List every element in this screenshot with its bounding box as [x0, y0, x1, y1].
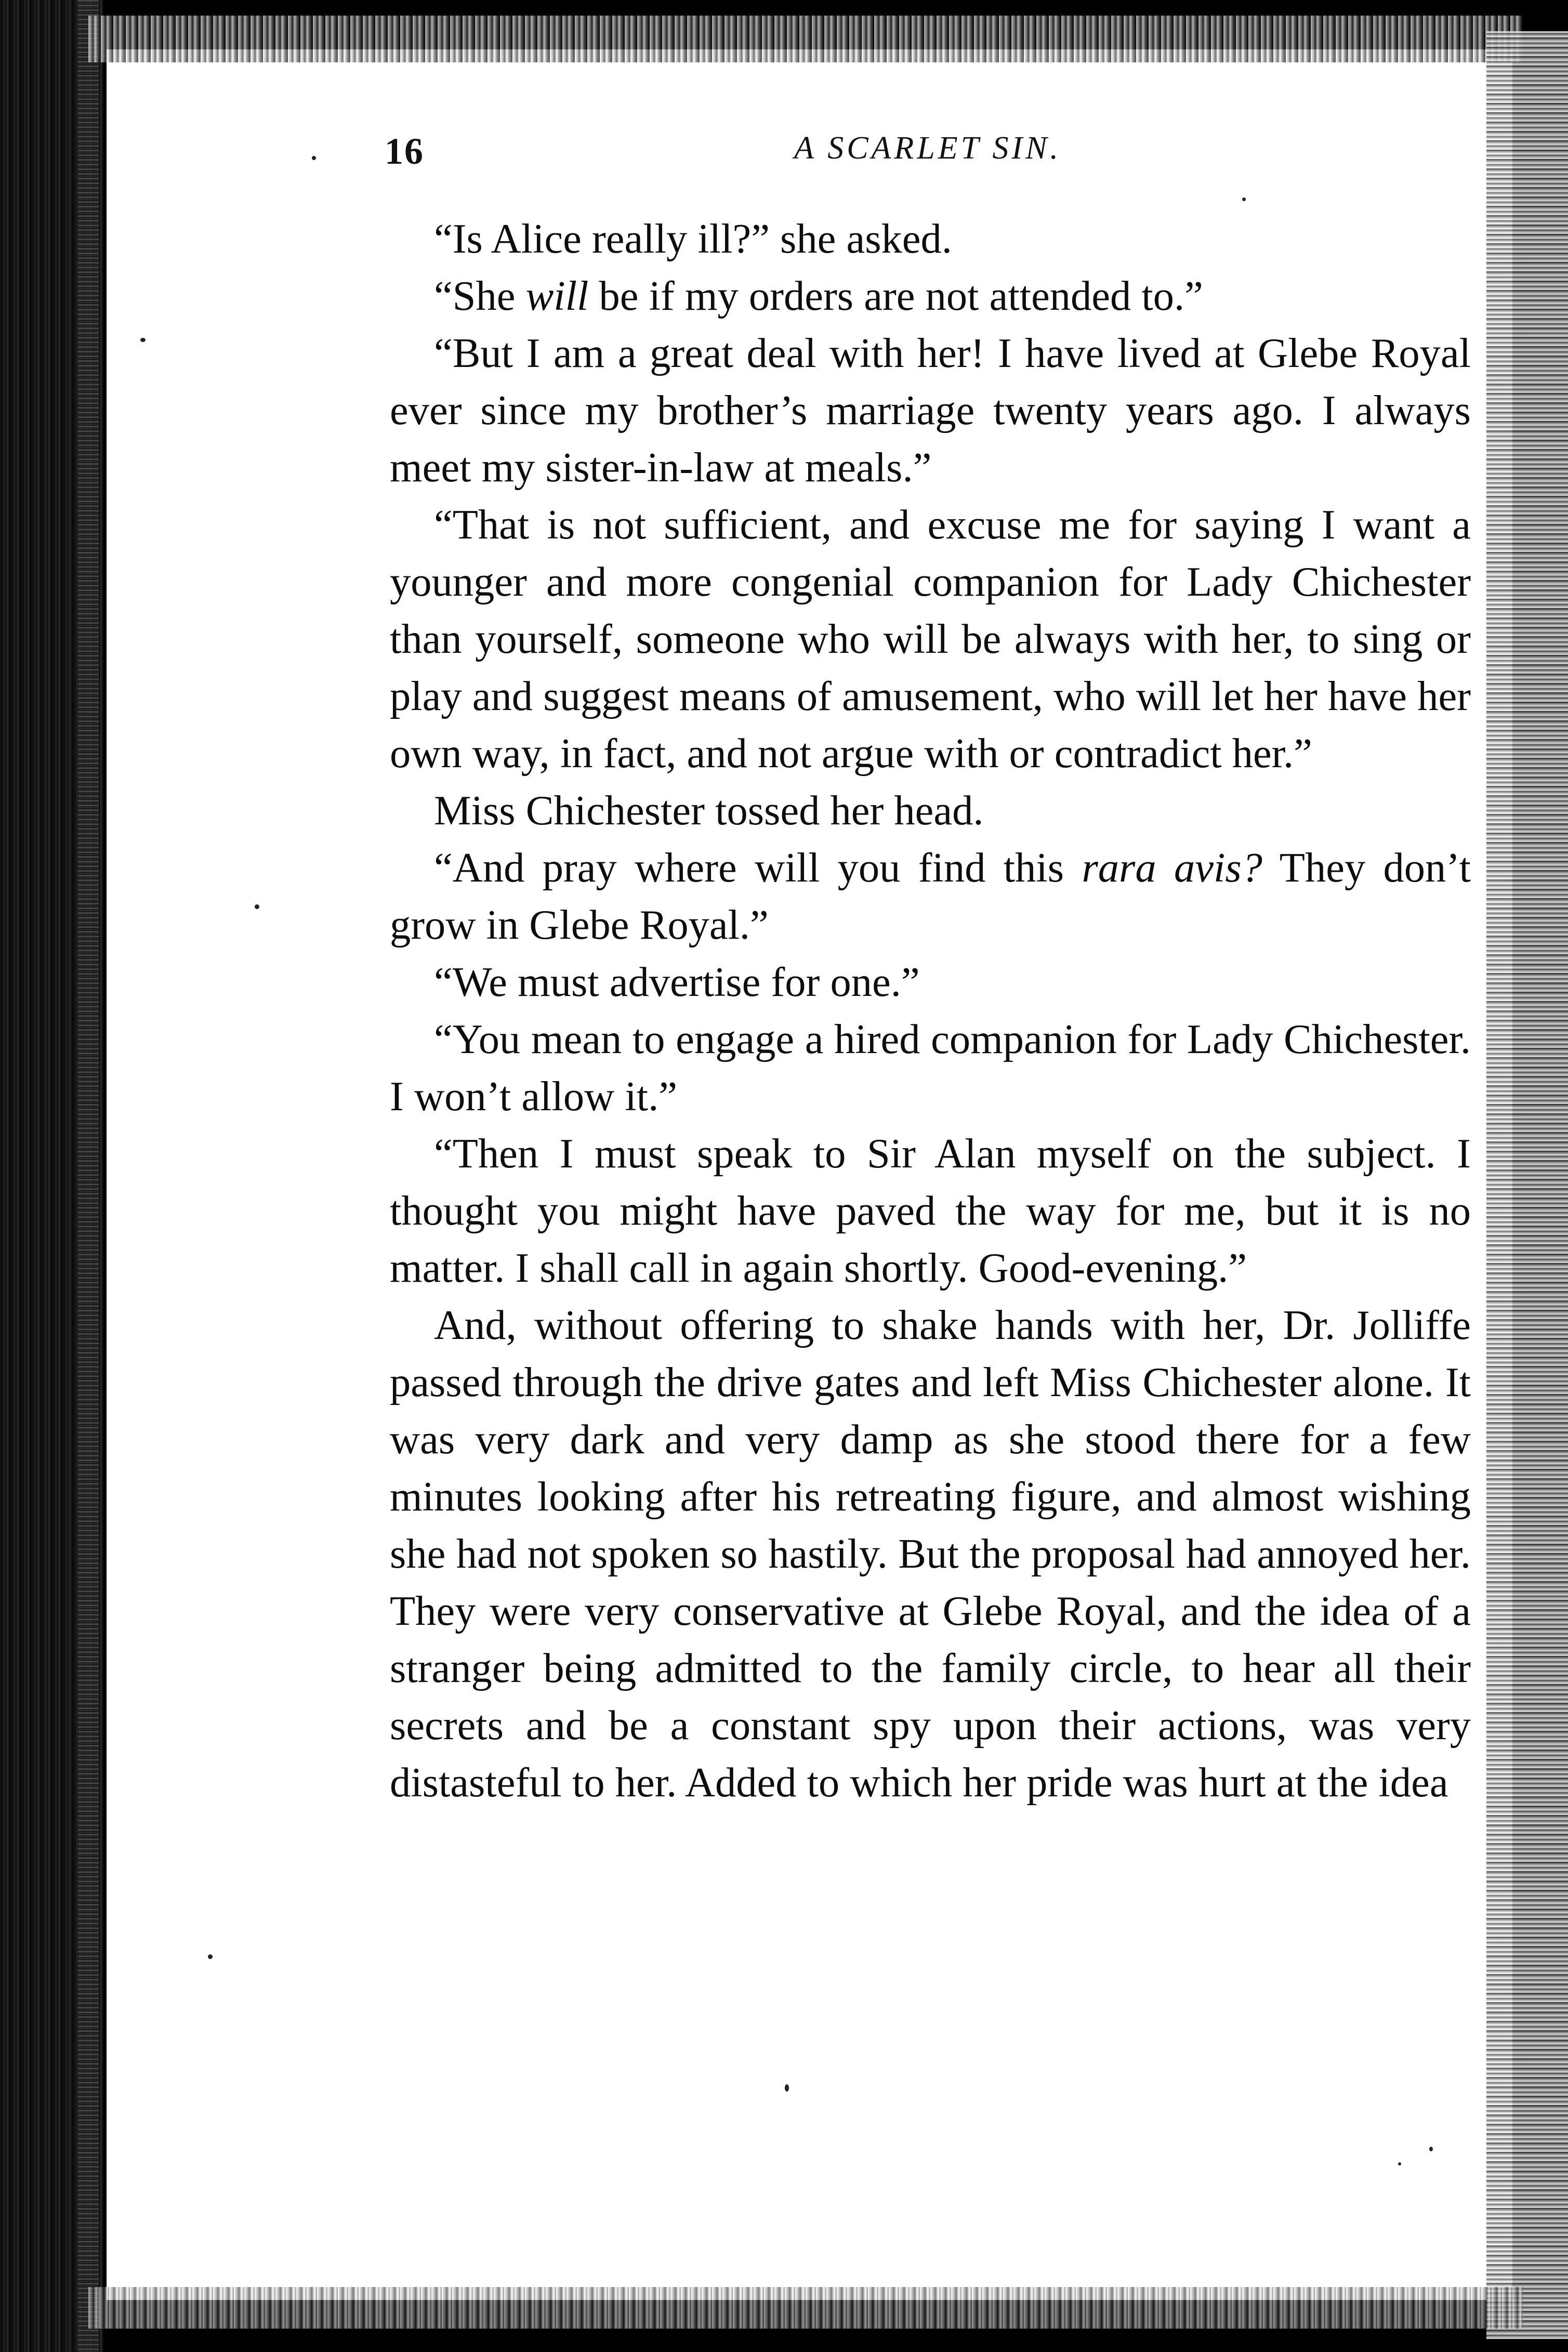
text-span: They don’t grow in Glebe Royal.” [390, 845, 1471, 948]
paragraph [390, 1125, 1471, 1297]
paragraph [390, 1011, 1471, 1125]
scan-speck [140, 338, 146, 342]
text-span: “But I am a great deal with her! I have lived at Glebe Royal ever since my brother’s marriage twenty years ago. I always meet my sister-in-law at meals.” [390, 330, 1471, 491]
scan-speck [255, 904, 259, 909]
paragraph [390, 1297, 1471, 1811]
scan-speck [1429, 2147, 1433, 2151]
paragraph [390, 496, 1471, 782]
text-span: “And pray where will you find this [434, 845, 1082, 891]
text-span: Miss Chichester tossed her head. [434, 787, 984, 834]
scan-speck [1398, 2162, 1401, 2165]
italic-text: rara avis? [1082, 845, 1262, 891]
scan-speck [208, 1954, 213, 1959]
text-span: “She [434, 273, 526, 319]
scan-speck [312, 156, 316, 160]
bottom-paper-edge [88, 2287, 1523, 2329]
binding-edge [78, 0, 99, 2352]
running-head: A SCARLET SIN. [794, 130, 1062, 166]
italic-text: will [525, 273, 589, 319]
paragraph [390, 325, 1471, 496]
right-paper-edge [1486, 31, 1568, 2339]
scan-speck [1242, 198, 1246, 201]
body-text [390, 211, 1471, 1811]
text-span: “Is Alice really ill?” she asked. [434, 216, 952, 262]
text-span: “We must advertise for one.” [434, 959, 920, 1005]
paragraph [390, 211, 1471, 268]
text-span: be if my orders are not attended to.” [588, 273, 1203, 319]
text-span: “You mean to engage a hired companion for Lady Chichester. I won’t allow it.” [390, 1016, 1471, 1120]
top-paper-edge [88, 16, 1523, 62]
paragraph [390, 954, 1471, 1011]
paragraph [390, 782, 1471, 839]
scan-speck [785, 2084, 789, 2092]
paragraph [390, 268, 1471, 325]
text-span: “That is not sufficient, and excuse me for saying I want a younger and more congenial companion for Lady Chichester than yourself, someone who will be always with her, to sing or play and suggest means of amusement, who will let her have her own way, in fact, and not argue with or contradict her.” [390, 502, 1471, 777]
paragraph [390, 839, 1471, 954]
text-span: And, without offering to shake hands with her, Dr. Jolliffe passed through the drive gates and left Miss Chichester alone. It was very dark and very damp as she stood there for a few minutes looking after his retreating figure, and almost wishing she had not spoken so hastily. But the proposal had annoyed her. They were very conservative at Glebe Royal, and the idea of a stranger being admitted to the family circle, to hear all their secrets and be a constant spy upon their actions, was very distasteful to her. Added to which her pride was hurt at the idea [390, 1302, 1471, 1806]
page-number: 16 [385, 130, 424, 172]
text-span: “Then I must speak to Sir Alan myself on the subject. I thought you might have paved the way for me, but it is no matter. I shall call in again shortly. Good-evening.” [390, 1131, 1471, 1291]
page-header [385, 130, 1471, 177]
